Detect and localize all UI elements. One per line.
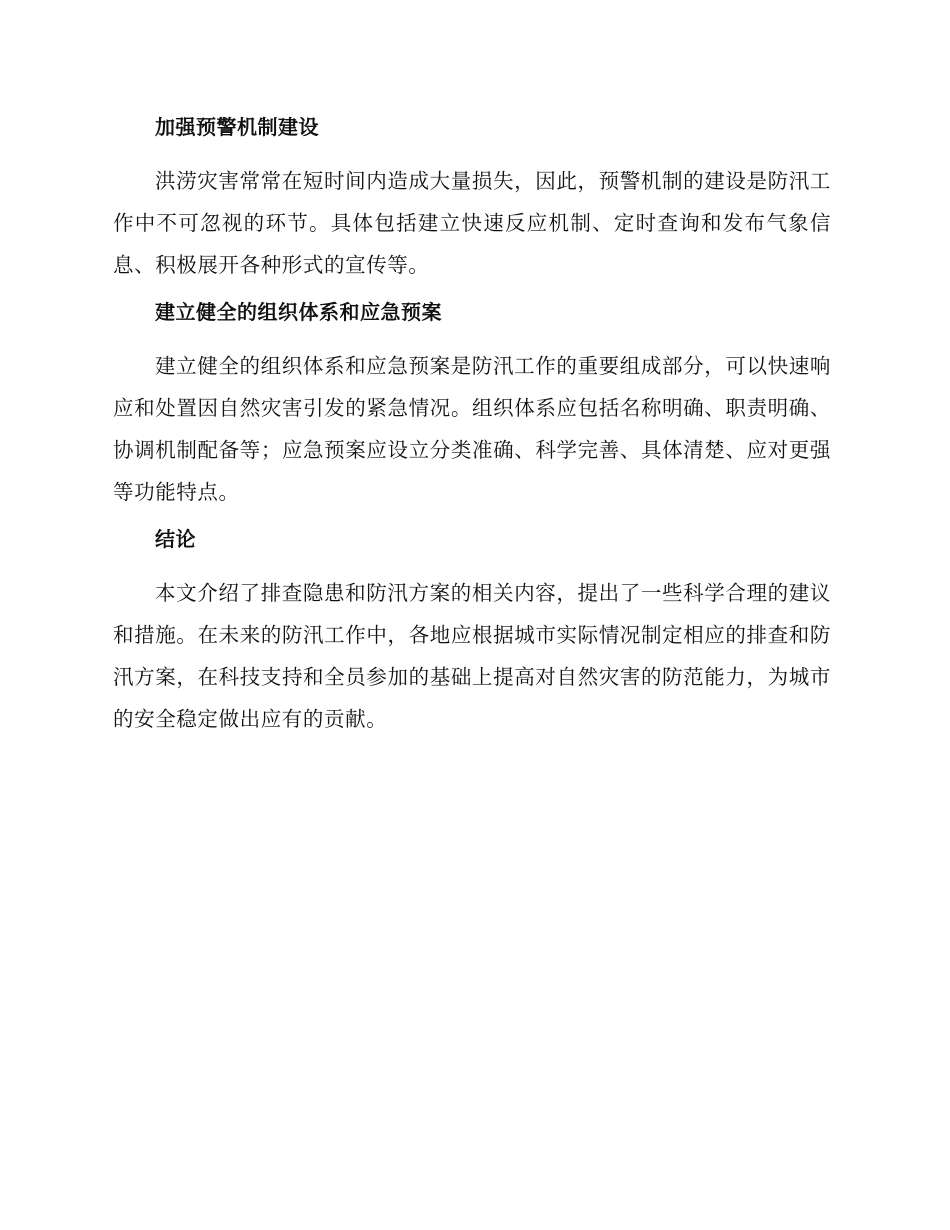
section-organization [113,296,831,513]
section-heading: 结论 [155,527,196,551]
section-paragraph: 建立健全的组织体系和应急预案是防汛工作的重要组成部分，可以快速响应和处置因自然灾害引发的紧急情况。组织体系应包括名称明确、职责明确、协调机制配备等；应急预案应设立分类准确、科学完善、具体清楚、应对更强等功能特点。 [113,354,831,504]
section-conclusion [113,523,831,740]
section-heading: 建立健全的组织体系和应急预案 [155,300,442,324]
section-paragraph: 本文介绍了排查隐患和防汛方案的相关内容，提出了一些科学合理的建议和措施。在未来的防汛工作中，各地应根据城市实际情况制定相应的排查和防汛方案，在科技支持和全员参加的基础上提高对自然灾害的防范能力，为城市的安全稳定做出应有的贡献。 [113,581,831,731]
document-page [113,111,831,750]
section-early-warning [113,111,831,286]
section-heading: 加强预警机制建设 [155,115,319,139]
section-paragraph: 洪涝灾害常常在短时间内造成大量损失，因此，预警机制的建设是防汛工作中不可忽视的环节。具体包括建立快速反应机制、定时查询和发布气象信息、积极展开各种形式的宣传等。 [113,169,831,277]
